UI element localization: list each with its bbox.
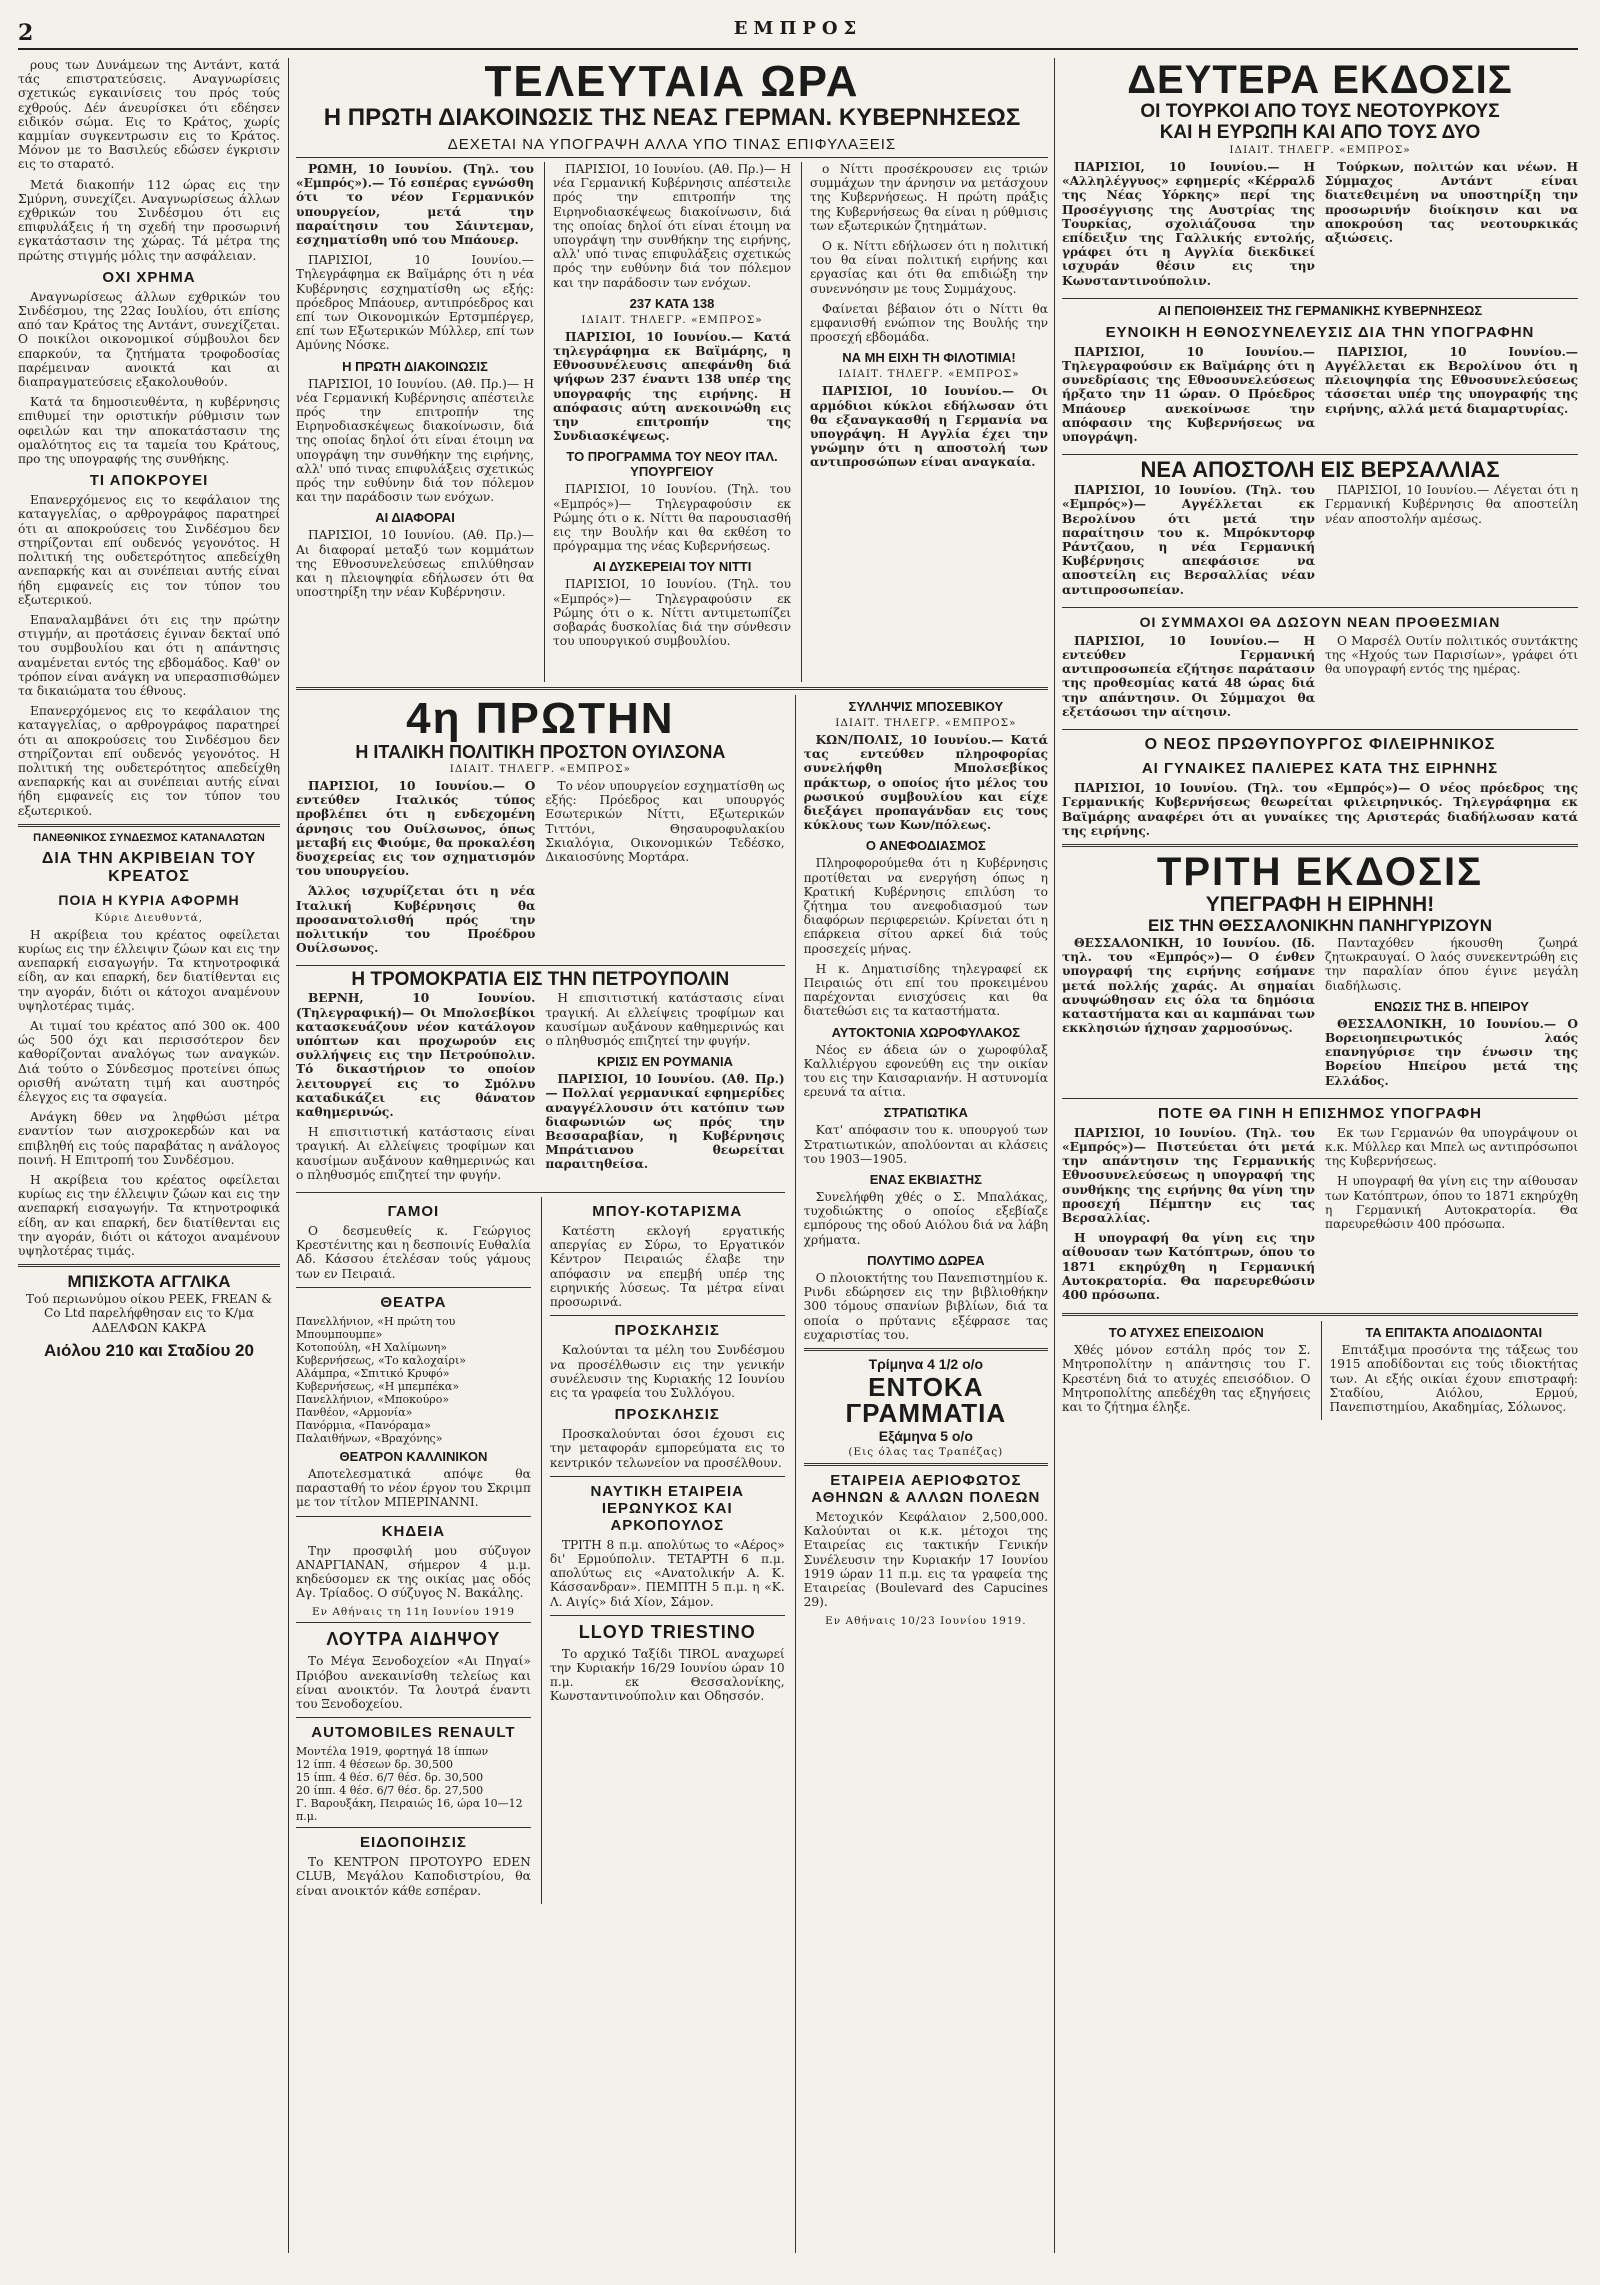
paragraph: Η επισιτιστική κατάστασις είναι τραγική. Αι ελλείψεις τροφίμων και καυσίμων αυξάνουν καθημερινώς και ο πληθυσμός επιζητεί την φυγήν. xyxy=(545,991,785,1049)
paragraph: ΠΑΡΙΣΙΟΙ, 10 Ιουνίου. (Αθ. Πρ.)— Αι διαφοραί μεταξύ των κομμάτων της Εθνοσυνελεύσεως επιλύθησαν και η πλειοψηφία εδήλωσεν ότι θα υποστηρίξη την νέαν Κυβέρνησιν. xyxy=(296,528,534,600)
column-center xyxy=(296,58,1048,2253)
paragraph: Η κ. Δηματισίδης τηλεγραφεί εκ Πειραιώς ότι επί του προκειμένου παρέχονται ενισχύσεις και θα διατεθώσι εις τα καταστήματα. xyxy=(803,961,1048,1019)
paragraph: Επανερχόμενος εις το κεφάλαιον της καταγγελίας, ο αρθρογράφος παρατηρεί ότι αι αποκρούσεις του Σινδέσμου δεν στηρίζονται επί ουδενός γεγονότος. Η πολιτική της ουδετερότητος απεδείχθη ανεπαρκής και αι συνέπειαι αυτής είναι ήδη εμφανείς εις τον τύπον του εξωτερικού. xyxy=(18,704,280,818)
paragraph: Καλούνται τα μέλη του Συνδέσμου να προσέλθωσιν εις την γενικήν συνέλευσιν της Κυριακής 12 Ιουνίου εις τα γραφεία του Συλλόγου. xyxy=(549,1343,785,1400)
section-heading: ΓΑΜΟΙ xyxy=(387,1203,440,1221)
salutation: Κύριε Διευθυντά, xyxy=(94,911,204,924)
section-heading: ΤΙ ΑΠΟΚΡΟΥΕΙ xyxy=(89,472,209,490)
byline: ΙΔΙΑΙΤ. ΤΗΛΕΓΡ. «ΕΜΠΡΟΣ» xyxy=(835,717,1017,729)
divider xyxy=(1062,607,1578,608)
section-heading: ΠΡΟΣΚΛΗΣΙΣ xyxy=(614,1406,720,1424)
paragraph: Φαίνεται βέβαιον ότι ο Νίττι θα εμφανισθή ενώπιον της Βουλής την προσεχή εβδομάδα. xyxy=(810,301,1048,345)
lower-right xyxy=(795,695,1048,2253)
paragraph: Εκ των Γερμανών θα υπογράψουν οι κ.κ. Μύλλερ και Μπελ ως αντιπρόσωποι της Κυβερνήσεως. xyxy=(1325,1125,1578,1169)
section-heading: ΟΧΙ ΧΡΗΜΑ xyxy=(102,268,196,286)
section-heading: LLOYD TRIESTINO xyxy=(578,1621,756,1642)
paragraph: Επιτάξιμα προσόντα της τάξεως του 1915 αποδίδονται εις τούς ιδιοκτήτας των. Αι εξής οικίαι έχουν επιστραφή: Σταδίου, Αιόλου, Ερμού, Πανεπιστημίου, Ακαδημίας, Σόλωνος. xyxy=(1329,1343,1578,1414)
section-heading: ΤΟ ΑΤΥΧΕΣ ΕΠΕΙΣΟΔΙΟΝ xyxy=(1108,1325,1264,1341)
ad-line: Εξάμηνα 5 ο/ο xyxy=(878,1427,973,1444)
list-item: 20 ίππ. 4 θέσ. 6/7 θέσ. δρ. 27,500 xyxy=(296,1784,484,1798)
divider xyxy=(1062,729,1578,730)
paragraph: Την προσφιλή μου σύζυγον ΑΝΑΡΓΙΑΝΑΝ, σήμερον 4 μ.μ. κηδεύσομεν εκ της οικίας μας οδός Αγ. Τρίαδος. Ο σύζυγος Ν. Βακάλης. xyxy=(296,1543,531,1601)
renault-list xyxy=(296,1745,531,1823)
paragraph: Η ακρίβεια του κρέατος οφείλεται κυρίως εις την έλλειψιν ζώων και εις την ανεπαρκή εισαγωγήν. Τα κτηνοτροφικά είδη, αν και επαρκή, δεν διατίθενται εις την αγοράν, διότι οι κάτοχοι αναμένουν υψηλοτέρας τιμάς. xyxy=(18,1173,280,1259)
article-headline: ΔΙΑ ΤΗΝ ΑΚΡΙΒΕΙΑΝ ΤΟΥ ΚΡΕΑΤΟΣ xyxy=(41,849,257,885)
section-heading: ΜΠΟΥ-ΚΟΤΑΡΙΣΜΑ xyxy=(592,1203,743,1221)
page-number: 2 xyxy=(18,20,34,46)
paragraph: ΠΑΡΙΣΙΟΙ, 10 Ιουνίου.— Ο εντεύθεν Ιταλικός τύπος προβλέπει ότι η ενδεχομένη άρνησις του Ουίλσωνος, όπως μεταβή εις Φιούμε, θα προκαλέση δυσχερείας εις τον σχηματισμόν του υπουργείου. xyxy=(296,779,536,879)
divider xyxy=(296,965,785,966)
section-heading: ΝΕΑ ΑΠΟΣΤΟΛΗ ΕΙΣ ΒΕΡΣΑΛΛΙΑΣ xyxy=(1140,457,1500,483)
divider xyxy=(296,1717,531,1718)
section-heading: ΤΑ ΕΠΙΤΑΚΤΑ ΑΠΟΔΙΔΟΝΤΑΙ xyxy=(1365,1325,1543,1341)
section-subtitle: ΕΥΝΟΙΚΗ Η ΕΘΝΟΣΥΝΕΛΕΥΣΙΣ ΔΙΑ ΤΗΝ ΥΠΟΓΡΑΦΗΝ xyxy=(1105,323,1535,341)
notice-date: Εν Αθήναις 10/23 Ιουνίου 1919. xyxy=(825,1615,1027,1628)
second-edition-title: ΔΕΥΤΕΡΑ ΕΚΔΟΣΙΣ xyxy=(1127,58,1513,102)
divider xyxy=(1062,1313,1578,1316)
divider xyxy=(296,687,1048,690)
section-heading: ΚΗΔΕΙΑ xyxy=(381,1522,446,1540)
paragraph: Ανάγκη δθεν να ληφθώσι μέτρα εναντίον των αισχροκερδών και να επιβληθή εις τούς παραβάτας η ανάλογος ποινή. Η Επιτροπή του Συνδέσμου. xyxy=(18,1110,280,1167)
ad-title: ΕΝΤΟΚΑ ΓΡΑΜΜΑΤΙΑ xyxy=(845,1371,1007,1428)
column-right xyxy=(1062,58,1578,2253)
paragraph: ΠΑΡΙΣΙΟΙ, 10 Ιουνίου. (Τηλ. του «Εμπρός»)— Πιστεύεται ότι μετά την απάντησιν της Γερμανικής Εθνοσυνελεύσεως η υπογραφή της συνθήκης της ειρήνης θα γίνη την προσεχή Πέμπτην εις τας Βερσαλλίας. xyxy=(1062,1125,1315,1225)
section-heading: AUTOMOBILES RENAULT xyxy=(311,1724,516,1742)
column-rule xyxy=(288,58,289,2253)
paragraph: Η υπογραφή θα γίνη εις την αίθουσαν των Κατόπτρων, όπου το 1871 εκηρύχθη η Γερμανική Αυτοκρατορία. Θα παρευρεθώσιν 400 πρόσωπα. xyxy=(1325,1174,1578,1231)
section-heading: ΘΕΑΤΡΑ xyxy=(380,1293,447,1311)
section-heading: ΣΥΛΛΗΨΙΣ ΜΠΟΣΕΒΙΚΟΥ xyxy=(848,699,1004,714)
section-heading: Ο ΑΝΕΦΟΔΙΑΣΜΟΣ xyxy=(865,838,986,854)
paragraph: Η υπογραφή θα γίνη εις την αίθουσαν των Κατόπτρων, όπου το 1871 εκηρύχθη η Γερμανική Αυτοκρατορία. Θα παρευρεθώσιν 400 πρόσωπα. xyxy=(1062,1231,1315,1302)
paragraph: ΠΑΡΙΣΙΟΙ, 10 Ιουνίου.— Αγγέλλεται εκ Βερολίνου ότι η πλειοψηφία της Εθνοσυνελεύσεως τάσσεται υπέρ της υπογραφής της ειρήνης, αλλά μετά διαμαρτυρίας. xyxy=(1325,344,1578,416)
divider xyxy=(18,824,280,827)
paragraph: ΘΕΣΣΑΛΟΝΙΚΗ, 10 Ιουνίου. (Ιδ. τηλ. του «Εμπρός»)— Ο ένθεν υπογραφή της ειρήνης εσήμανε μετά πολλής χαράς. Αι σημαίαι ανυψώθησαν εις όλα τα δημόσια καταστήματα και αι καμπάναι των εκκλησιών ήχησαν χαρμοσύνως. xyxy=(1062,935,1315,1036)
section-subtitle: ΥΠΕΓΡΑΦΗ Η ΕΙΡΗΝΗ! xyxy=(1205,892,1435,916)
paragraph: ΠΑΡΙΣΙΟΙ, 10 Ιουνίου. (Αθ. Πρ.)— Η νέα Γερμανική Κυβέρνησις απέστειλε πρός την επιτροπήν της Ειρηνοδιασκέψεως διακοίνωσιν, διά της οποίας δηλοί ότι είναι έτοιμη να υπογράψη την συνθήκην της ειρήνης, αλλ' υπό τινας επιφυλάξεις σχετικώς πρός την ευθύνην διά τον πόλεμον και την παράδοσιν των ενόχων. xyxy=(553,162,791,290)
divider xyxy=(804,1463,1048,1466)
list-item: Αλάμπρα, «Σπιτικό Κρυφό» xyxy=(296,1366,450,1380)
list-item: Κυβερνήσεως, «Η μπεμπέκα» xyxy=(296,1379,460,1393)
paragraph: Το νέον υπουργείον εσχηματίσθη ως εξής: Πρόεδρος και υπουργός Εσωτερικών Νίττι, Εξωτερικών Τιττόνι, Θησαυροφυλακίου Σκιαλόγια, Οικονομικών Τεδέσκο, Δικαιοσύνης Μορτάρα. xyxy=(545,779,785,865)
divider xyxy=(296,1192,785,1193)
paragraph: Η ακρίβεια του κρέατος οφείλεται κυρίως εις την έλλειψιν ζώων και εις την ανεπαρκή εισαγωγήν. Τα κτηνοτροφικά είδη, αν και επαρκή, δεν διατίθενται εις την αγοράν, διότι οι κάτοχοι αναμένουν υψηλοτέρας τιμάς. xyxy=(18,927,280,1013)
paragraph: Κατέστη εκλογή εργατικής απεργίας εν Σύρω, το Εργατικόν Κέντρον Πειραιώς έλαβε την απόφασιν να επεμβή υπέρ της ειρηνικής λύσεως. Τα μέτρα είναι προσωρινά. xyxy=(549,1224,785,1310)
section-heading: ΕΝΩΣΙΣ ΤΗΣ Β. ΗΠΕΙΡΟΥ xyxy=(1374,998,1529,1014)
ad-text: Τού περιωνύμου οίκου PEEK, FREAN & Co Ltd παρελήφθησαν εις το Κ/μα ΑΔΕΛΦΩΝ ΚΑΚΡΑ xyxy=(25,1292,273,1335)
list-item: Παλαιθήνων, «Βραχόνης» xyxy=(296,1431,443,1445)
section-heading: ΝΑΥΤΙΚΗ ΕΤΑΙΡΕΙΑ ΙΕΡΩΝΥΚΟΣ ΚΑΙ ΑΡΚΟΠΟΥΛΟΣ xyxy=(590,1482,745,1534)
paragraph: ΠΑΡΙΣΙΟΙ, 10 Ιουνίου.— Κατά τηλεγράφημα εκ Βαϊμάρης, η Εθνοσυνέλευσις απεφάνθη διά ψήφων 237 έναντι 138 υπέρ της υπογραφής της ειρήνης. Η απόφασις αύτη ανεκοινώθη εις την επιτροπήν της Συνδιασκέψεως. xyxy=(553,329,791,444)
newspaper-page xyxy=(18,14,1578,2264)
paragraph: Ο δεσμευθείς κ. Γεώργιος Κρεστένιτης και η δεσποινίς Ευθαλία Αδ. Κάσσου έτελέσαν τούς γάμους των εν Πειραιά. xyxy=(296,1224,531,1281)
section-heading: Η ΠΡΩΤΗ ΔΙΑΚΟΙΝΩΣΙΣ xyxy=(342,358,488,374)
section-heading: ΣΤΡΑΤΙΩΤΙΚΑ xyxy=(883,1105,968,1121)
section-subtitle: ΑΙ ΓΥΝΑΙΚΕΣ ΠΑΛΙΕΡΕΣ ΚΑΤΑ ΤΗΣ ΕΙΡΗΝΗΣ xyxy=(1141,760,1499,778)
paragraph: ΠΑΡΙΣΙΟΙ, 10 Ιουνίου.— Λέγεται ότι η Γερμανική Κυβέρνησις θα αποστείλη νέαν αποστολήν αμέσως. xyxy=(1325,483,1578,526)
paragraph: Πληροφορούμεθα ότι η Κυβέρνησις προτίθεται να ενεργήση όπως η Κρατική Κυβέρνησις επιλύση το ζήτημα του ανεφοδιασμού των διαφόρων περιφερειών. Κρίνεται ότι η επάρκεια σίτου αρκεί διά τούς προσεχείς μήνας. xyxy=(803,856,1048,956)
paragraph: Χθές μόνον εστάλη πρός τον Σ. Μητροπολίτην η απάντησις του Γ. Κρεστένη διά το ατυχές επεισόδιον. Ο Μητροπολίτης απεδέχθη τας εξηγήσεις και το ζήτημα έληξε. xyxy=(1062,1343,1311,1414)
list-item: 15 ίππ. 4 θέσ. 6/7 θέσ. δρ. 30,500 xyxy=(296,1771,484,1785)
paragraph: Συνελήφθη χθές ο Σ. Μπαλάκας, τυχοδιώκτης ο οποίος εξεβίαζε εμπόρους της οδού Αιόλου διά να λάβη χρήματα. xyxy=(803,1190,1048,1247)
section-heading: ΠΡΟΣΚΛΗΣΙΣ xyxy=(614,1322,720,1340)
paragraph: ΘΕΣΣΑΛΟΝΙΚΗ, 10 Ιουνίου.— Ο Βορειοηπειρωτικός λαός επανηγύρισε την ένωσιν της Βορείου Ηπείρου μετά της Ελλάδος. xyxy=(1325,1016,1578,1088)
paragraph: ΠΑΡΙΣΙΟΙ, 10 Ιουνίου.— Η «Αλληλέγγυος» εφημερίς «Κέρραλδ της Νέας Υόρκης» περί της Προσέγγισης της Αυστρίας της Τουρκίας, σχολιάζουσα την επίδειξιν της Γαλλικής εντολής, γράφει ότι η Αγγλία διεκδικεί ισχυράν θέσιν εις την Κωνσταντινούπολιν. xyxy=(1062,160,1315,288)
ad-address: Αιόλου 210 και Σταδίου 20 xyxy=(44,1340,254,1360)
paragraph: Μετοχικόν Κεφάλαιον 2,500,000. Καλούνται οι κ.κ. μέτοχοι της Εταιρείας εις τακτικήν Γενικήν Συνέλευσιν την Κυριακήν 17 Ιουνίου 1919 ώραν 11 π.μ. εις τα γραφεία της Εταιρείας (Boulevard des Capucines 29). xyxy=(803,1509,1048,1610)
masthead: ΕΜΠΡΟΣ xyxy=(733,18,863,39)
section-heading: 237 ΚΑΤΑ 138 xyxy=(629,295,715,311)
main-title: ΤΕΛΕΥΤΑΙΑ ΩΡΑ xyxy=(484,58,860,106)
paragraph: Αναγνωρίσεως άλλων εχθρικών του Σινδέσμου, της 22ας Ιουλίου, ότι επίσης από ταν Κράτος της Αντάντ, συνεχίζεται. Ο ποικίλοι οικονομικοί σύμβουλοι δεν επαρκούν, τα ζητήματα τροφοδοσίας παρέμειναν ανοικτά και αι διαπραγματεύσεις εξακολουθούν. xyxy=(18,289,280,390)
list-item: Κοτοπούλη, «Η Χαλίμωνη» xyxy=(296,1340,448,1354)
divider xyxy=(296,1622,531,1623)
ptrx-title: Η ΤΡΟΜΟΚΡΑΤΙΑ ΕΙΣ ΤΗΝ ΠΕΤΡΟΥΠΟΛΙΝ xyxy=(351,969,730,991)
paragraph: ΚΩΝ/ΠΟΛΙΣ, 10 Ιουνίου.— Κατά τας εντεύθεν πληροφορίας συνελήφθη Μπολσεβίκος πράκτωρ, ο οποίος ήτο μέλος του ρωσικού συμβουλίου και είχε διεξάγει προπαγάνδαν εις τους κύκλους των Κων/πόλεως. xyxy=(803,733,1048,833)
section-heading: ΤΟ ΠΡΟΓΡΑΜΜΑ ΤΟΥ ΝΕΟΥ ΙΤΑΛ. ΥΠΟΥΡΓΕΙΟΥ xyxy=(566,449,778,480)
fourth-title: 4η ΠΡΩΤΗΝ xyxy=(406,695,675,743)
ad-title: ΜΠΙΣΚΟΤΑ ΑΓΓΛΙΚΑ xyxy=(67,1272,231,1292)
section-heading: ΑΥΤΟΚΤΟΝΙΑ ΧΩΡΟΦΥΛΑΚΟΣ xyxy=(831,1024,1020,1040)
paragraph: ΠΑΡΙΣΙΟΙ, 10 Ιουνίου.— Τηλεγραφούσιν εκ Βαϊμάρης ότι η συνεδρίασις της Εθνοσυνελεύσεως ήρξατο την 11 ώραν. Ο Πρόεδρος Μπάουερ ανεκοίνωσε την απόφασιν της Κυβερνήσεως να υπογράψη. xyxy=(1062,344,1315,445)
main-subtitle-2: ΔΕΧΕΤΑΙ ΝΑ ΥΠΟΓΡΑΨΗ ΑΛΛΑ ΥΠΟ ΤΙΝΑΣ ΕΠΙΦΥΛΑΞΕΙΣ xyxy=(447,136,897,153)
main-articles xyxy=(296,162,1048,682)
paragraph: Η επισιτιστική κατάστασις είναι τραγική. Αι ελλείψεις τροφίμων και καυσίμων αυξάνουν καθημερινώς και ο πληθυσμός επιζητεί την φυγήν. xyxy=(296,1125,536,1182)
section-subtitle: ΟΙ ΤΟΥΡΚΟΙ ΑΠΟ ΤΟΥΣ ΝΕΟΤΟΥΡΚΟΥΣ xyxy=(1140,101,1500,122)
main-col-c xyxy=(801,162,1048,682)
section-subtitle: ΕΙΣ ΤΗΝ ΘΕΣΣΑΛΟΝΙΚΗΝ ΠΑΝΗΓΥΡΙΖΟΥΝ xyxy=(1147,915,1493,935)
divider xyxy=(296,1287,531,1288)
paragraph: ΠΑΡΙΣΙΟΙ, 10 Ιουνίου. (Τηλ. του «Εμπρός»)— Τηλεγραφούσιν εκ Ρώμης ότι ο κ. Νίττι θα παρουσιασθή εις την Βουλήν και θα εκθέση το πρόγραμμα της νέας Κυβερνήσεως. xyxy=(553,482,791,554)
paragraph: Το αρχικό Ταξίδι TIROL αναχωρεί την Κυριακήν 16/29 Ιουνίου ώραν 10 π.μ. εκ Θεσσαλονίκης, Κωνσταντινούπολιν και Οδησσόν. xyxy=(549,1646,785,1704)
paragraph: ο Νίττι προσέκρουσεν εις τριών συμμάχων την άρνησιν να μετάσχουν της Κυβερνήσεως. Η πρώτη πράξις της Κυβερνήσεως θα είναι η ρύθμισις των εξωτερικών ζητημάτων. xyxy=(810,162,1048,233)
third-edition-title: ΤΡΙΤΗ ΕΚΔΟΣΙΣ xyxy=(1156,849,1484,894)
paragraph: Επανερχόμενος εις το κεφάλαιον της καταγγελίας, ο αρθρογράφος παρατηρεί ότι αι αποκρούσεις του Σινδέσμου δεν στηρίζονται επί ουδενός γεγονότος. Η πολιτική της ουδετερότητος απεδείχθη ανεπαρκής και αι συνέπειαι αυτής είναι ήδη εμφανείς εις τον τύπον του εξωτερικού. xyxy=(18,493,280,607)
list-item: Πανόρμια, «Πανόραμα» xyxy=(296,1418,431,1432)
paragraph: Ο Μαρσέλ Ουτίν πολιτικός συντάκτης της «Ηχούς των Παρισίων», γράφει ότι θα υπογραφή εντός της ημέρας. xyxy=(1325,633,1578,677)
section-heading: ΕΙΔΟΠΟΙΗΣΙΣ xyxy=(359,1834,467,1852)
paragraph: Το Μέγα Ξενοδοχείον «Αι Πηγαί» Πριόβου ανεκαινίσθη τελείως και είναι ανοικτόν. Τα λουτρά έναντι του Ξενοδοχείου. xyxy=(296,1654,531,1711)
ad-line: Τρίμηνα 4 1/2 ο/ο xyxy=(868,1355,984,1372)
section-heading: ΕΝΑΣ ΕΚΒΙΑΣΤΗΣ xyxy=(869,1172,982,1188)
byline: ΙΔΙΑΙΤ. ΤΗΛΕΓΡ. «ΕΜΠΡΟΣ» xyxy=(581,313,763,326)
article-subheadline: ΠΟΙΑ Η ΚΥΡΙΑ ΑΦΟΡΜΗ xyxy=(58,891,240,908)
section-subtitle: ΚΑΙ Η ΕΥΡΩΠΗ ΚΑΙ ΑΠΟ ΤΟΥΣ ΔΥΟ xyxy=(1159,122,1481,143)
byline: ΙΔΙΑΙΤ. ΤΗΛΕΓΡ. «ΕΜΠΡΟΣ» xyxy=(1229,144,1411,156)
main-col-b xyxy=(544,162,791,682)
paragraph: Κατά τα δημοσιευθέντα, η κυβέρνησις επιθυμεί την οριστικήν ρύθμισιν των οφειλών και την αποκατάστασιν της ομαλότητος εις τα ταμεία του Κράτους, προ της υπογραφής της συνθήκης. xyxy=(18,395,280,467)
lower-articles xyxy=(296,695,1048,2253)
paragraph: ΠΑΡΙΣΙΟΙ, 10 Ιουνίου. (Αθ. Πρ.)— Η νέα Γερμανική Κυβέρνησις απέστειλε πρός την επιτροπήν της Ειρηνοδιασκέψεως διακοίνωσιν, διά της οποίας δηλοί ότι είναι έτοιμη να υπογράψη την συνθήκην της ειρήνης, αλλ' υπό τινας επιφυλάξεις σχετικώς πρός την ευθύνην διά τον πόλεμον και την παράδοσιν των ενόχων. xyxy=(296,376,534,505)
article-kicker: ΠΑΝΕΘΝΙΚΟΣ ΣΥΝΔΕΣΜΟΣ ΚΑΤΑΝΑΛΩΤΩΝ xyxy=(33,831,265,844)
paragraph: Ο κ. Νίττι εδήλωσεν ότι η πολιτική του θα είναι πολιτική ειρήνης και εργασίας και ότι θα επιδιώξη την συνεννόησιν με τους Συμμάχους. xyxy=(810,239,1048,296)
byline: ΙΔΙΑΙΤ. ΤΗΛΕΓΡ. «ΕΜΠΡΟΣ» xyxy=(449,763,631,775)
notice-date: Εν Αθήναις τη 11η Ιουνίου 1919 xyxy=(311,1606,515,1619)
section-heading: ΝΑ ΜΗ ΕΙΧΗ ΤΗ ΦΙΛΟΤΙΜΙΑ! xyxy=(842,350,1016,366)
lower-left xyxy=(296,695,785,2253)
paragraph: ΠΑΡΙΣΙΟΙ, 10 Ιουνίου. (Τηλ. του «Εμπρός»)— Αγγέλλεται εκ Βερολίνου ότι μετά την παραίτησιν του κ. Μπρόκντορφ Ράντζαου, η νέα Γερμανική Κυβέρνησις απεφάσισε να αποστείλη εις Βερσαλλίας νέαν αντιπροσωπείαν. xyxy=(1062,483,1315,597)
section-heading: ΕΤΑΙΡΕΙΑ ΑΕΡΙΟΦΩΤΟΣ ΑΘΗΝΩΝ & ΑΛΛΩΝ ΠΟΛΕΩΝ xyxy=(811,1471,1041,1506)
divider xyxy=(1062,454,1578,455)
section-heading: ΛΟΥΤΡΑ ΑΙΔΗΨΟΥ xyxy=(326,1629,501,1650)
section-heading: ΘΕΑΤΡΟΝ ΚΑΛΛΙΝΙΚΟΝ xyxy=(339,1448,488,1464)
paragraph: ΠΑΡΙΣΙΟΙ, 10 Ιουνίου.— Οι αρμόδιοι κύκλοι εδήλωσαν ότι θα εξαναγκασθή η Γερμανία να υπογράψη. Η Αγγλία έχει την γνώμην ότι η αποστολή των αντιπροσώπων είναι αναγκαία. xyxy=(810,384,1048,470)
paragraph: ΠΑΡΙΣΙΟΙ, 10 Ιουνίου.— Η εντεύθεν Γερμανική αντιπροσωπεία εζήτησε παράτασιν της προθεσμίας κατά 48 ώρας διά την απάντησιν. Οι Σύμμαχοι θα εξετάσωσι την αίτησιν. xyxy=(1062,633,1315,719)
paragraph: ΡΩΜΗ, 10 Ιουνίου. (Τηλ. του «Εμπρός»).— Τό εσπέρας εγνώσθη ότι το νέον Γερμανικόν υπουργείον, μετά την παραίτησιν του Σάιντεμαν, εσχηματίσθη υπό του Μπάουερ. xyxy=(296,162,534,248)
divider xyxy=(1062,844,1578,847)
paragraph: Αι τιμαί του κρέατος από 300 οκ. 400 ώς 500 όχι και περισσότερον δεν καθορίζονται αναλόγως των αναγκών. Διά τούτο ο Σύνδεσμος προτείνει όπως ορισθή ανώτατη τιμή και αυστηρός έλεγχος εις τα σφαγεία. xyxy=(18,1018,280,1104)
divider xyxy=(804,1348,1048,1351)
fourth-subtitle: Η ΙΤΑΛΙΚΗ ΠΟΛΙΤΙΚΗ ΠΡΟΣΤΟΝ ΟΥΙΛΣΟΝΑ xyxy=(355,742,726,762)
section-heading: Ο ΝΕΟΣ ΠΡΩΘΥΠΟΥΡΓΟΣ ΦΙΛΕΙΡΗΝΙΚΟΣ xyxy=(1144,736,1496,754)
section-heading: ΑΙ ΠΕΠΟΙΘΗΣΕΙΣ ΤΗΣ ΓΕΡΜΑΝΙΚΗΣ ΚΥΒΕΡΝΗΣΕΩΣ xyxy=(1157,302,1483,318)
paragraph: Προσκαλούνται όσοι έχουσι εις την μεταφοράν εμπορεύματα εις το κεντρικόν τελωνείον να προσέλθουν. xyxy=(549,1427,785,1470)
list-item: Κυβερνήσεως, «Το καλοχαίρι» xyxy=(296,1353,467,1367)
section-heading: ΑΙ ΔΥΣΚΕΡΕΙΑΙ ΤΟΥ ΝΙΤΤΙ xyxy=(592,559,752,575)
column-left xyxy=(18,58,280,2253)
list-item: Μοντέλα 1919, φορτηγά 18 ίππων xyxy=(296,1745,489,1759)
paragraph: ΒΕΡΝΗ, 10 Ιουνίου. (Τηλεγραφική)— Οι Μπολσεβίκοι κατασκευάζουν νέον κατάλογον υπόπτων και προχωρούν εις συλλήψεις εις την Πετρούπολιν. Τό δικαστήριον το οποίον λειτουργεί εις το Σμόλνυ καταδικάζει εις θάνατον καθημερινώς. xyxy=(296,991,536,1120)
divider xyxy=(550,1315,785,1316)
paragraph: ΠΑΡΙΣΙΟΙ, 10 Ιουνίου. (Τηλ. του «Εμπρός»)— Τηλεγραφούσιν εκ Ρώμης ότι ο κ. Νίττι αντιμετωπίζει σοβαράς δυσκολίας διά την σύνθεσιν του υπουργικού συμβουλίου. xyxy=(553,577,791,649)
list-item: 12 ίππ. 4 θέσεων δρ. 30,500 xyxy=(296,1758,454,1772)
page-header xyxy=(18,14,1578,50)
section-heading: ΟΙ ΣΥΜΜΑΧΟΙ ΘΑ ΔΩΣΟΥΝ ΝΕΑΝ ΠΡΟΘΕΣΜΙΑΝ xyxy=(1139,613,1501,630)
section-heading: ΠΟΤΕ ΘΑ ΓΙΝΗ Η ΕΠΙΣΗΜΟΣ ΥΠΟΓΡΑΦΗ xyxy=(1157,1104,1482,1122)
column-rule xyxy=(1054,58,1055,2253)
paragraph: Άλλος ισχυρίζεται ότι η νέα Ιταλική Κυβέρνησις θα προσανατολισθή πρός την πολιτικήν του Προέδρου Ουίλσωνος. xyxy=(296,884,536,956)
main-subtitle: Η ΠΡΩΤΗ ΔΙΑΚΟΙΝΩΣΙΣ ΤΗΣ ΝΕΑΣ ΓΕΡΜΑΝ. ΚΥΒΕΡΝΗΣΕΩΣ xyxy=(323,104,1021,131)
paragraph: ΠΑΡΙΣΙΟΙ, 10 Ιουνίου. (Τηλ. του «Εμπρός»)— Ο νέος πρόεδρος της Γερμανικής Κυβερνήσεως θεωρείται φιλειρηνικός. Τηλεγράφημα εκ Βαϊμάρης αναφέρει ότι αι γυναίκες της Αριστεράς διαδήλωσαν κατά της ειρήνης. xyxy=(1062,781,1578,838)
section-heading: ΠΟΛΥΤΙΜΟ ΔΩΡΕΑ xyxy=(867,1252,985,1268)
paragraph: Τούρκων, πολιτών και νέων. Η Σύμμαχος Αντάντ είναι διατεθειμένη να υποστηρίξη την προσωρινήν διοίκησιν και να αποκρούση τας νεοτουρκικάς αξιώσεις. xyxy=(1325,160,1578,246)
paragraph: Κατ' απόφασιν του κ. υπουργού των Στρατιωτικών, απολύονται αι κλάσεις του 1903—1905. xyxy=(803,1123,1048,1166)
divider xyxy=(296,1827,531,1828)
divider xyxy=(296,157,1048,158)
paragraph: Αποτελεσματικά απόψε θα παρασταθή το νέον έργον του Σκριμπ με τον τίτλον ΜΠΕΡΙΝΑΝΝΙ. xyxy=(296,1466,531,1510)
main-col-a xyxy=(296,162,534,682)
list-item: Πανελλήνιον, «Μποκούρο» xyxy=(296,1392,450,1406)
divider xyxy=(550,1476,785,1477)
divider xyxy=(296,1516,531,1517)
paragraph: Μετά διακοπήν 112 ώρας εις την Σμύρνη, συνεχίζει. Αναγνωρίσεως άλλων εχθρικών του Σινδέσμου ότι εις επιφυλάξεις ή τη σχεδή την προσωρινή εγκατάστασιν της χώρας. Τά μέτρα της πρώτης στιγμής μόλις την ασφάλειαν. xyxy=(18,177,280,263)
paragraph: Ο πλοιοκτήτης του Πανεπιστημίου κ. Ρινδι εδώρησεν εις την βιβλιοθήκην 300 τόμους σπανίων βιβλίων, διά τα οποία ο πρύτανις εξέφρασε τας ευχαριστίας του. xyxy=(803,1270,1048,1342)
paragraph: ΠΑΡΙΣΙΟΙ, 10 Ιουνίου. (Αθ. Πρ.)— Πολλαί γερμανικαί εφημερίδες αναγγέλλουσιν ότι κατόπιν των διαφωνιών ως πρός την Βεσσαραβίαν, η Κυβέρνησις Μπράτιανου θεωρείται παραιτηθείσα. xyxy=(545,1072,785,1172)
list-item: Πανελλήνιον, «Η πρώτη του Μπουμπουμπε» xyxy=(296,1314,456,1341)
section-heading: ΑΙ ΔΙΑΦΟΡΑΙ xyxy=(375,510,455,526)
byline: ΙΔΙΑΙΤ. ΤΗΛΕΓΡ. «ΕΜΠΡΟΣ» xyxy=(838,368,1020,381)
paragraph: ΤΡΙΤΗ 8 π.μ. απολύτως το «Αέρος» δι' Ερμούπολιν. ΤΕΤΑΡΤΗ 6 π.μ. απολύτως εις «Ανατολικήν Α. Κ. Κάσσανδραν». ΠΕΜΠΤΗ 5 π.μ. η «Κ. Λ. Αιγίς» διά Χίον, Σάμον. xyxy=(549,1537,785,1609)
section-heading: ΚΡΙΣΙΣ ΕΝ ΡΟΥΜΑΝΙΑ xyxy=(597,1054,733,1070)
paragraph: Το ΚΕΝΤΡΟΝ ΠΡΟΤΟΥΡΟ EDEN CLUB, Μεγάλου Καποδιστρίου, θα είναι ανοικτόν κάθε εσπέραν. xyxy=(296,1855,531,1898)
paragraph: ΠΑΡΙΣΙΟΙ, 10 Ιουνίου.— Τηλεγράφημα εκ Βαϊμάρης ότι η νέα Κυβέρνησις εσχηματίσθη ως εξής: πρόεδρος Μπάουερ, αντιπρόεδρος και επί των Οικονομικών Ερτσμπέργερ, επί των Εξωτερικών Μύλλερ, επί των Αμύνης Νόσκε. xyxy=(296,253,534,353)
theatre-list xyxy=(296,1315,531,1445)
divider xyxy=(1062,1098,1578,1099)
paragraph: Επαναλαμβάνει ότι εις την πρώτην στιγμήν, αι προτάσεις έγιναν δεκταί υπό του συμβουλίου και ότι η απάντησις αναμένεται εντός της εβδομάδος. Καθ' ον τρόπον είναι ανάγκη να υπερασπισθώμεν τα δικαιώματα του έθνους. xyxy=(18,612,280,698)
ad-note: (Εις όλας τας Τραπέζας) xyxy=(848,1445,1004,1458)
list-item: Γ. Βαρουξάκη, Πειραιώς 16, ώρα 10—12 π.μ. xyxy=(296,1797,523,1824)
divider xyxy=(550,1615,785,1616)
paragraph: ρους των Δυνάμεων της Αντάντ, κατά τάς επιστρατεύσεις. Αναγνωρίσεις σχετικώς εγκαινίσεις του πρός τούς εχθρούς. Δέν άνευρίσκει ότι εδέησεν ειδικόν σώμα. Εις το Κράτος, χωρίς καμμίαν συγκεντρωσιν εις το Κράτος. Μόνον με το Βασιλεύς εδώσεν έγκρισιν εις το σταρατό. xyxy=(18,58,280,172)
divider xyxy=(18,1264,280,1267)
divider xyxy=(1062,298,1578,299)
paragraph: Πανταχόθεν ήκουσθη ζωηρά ζητωκραυγαί. Ο λαός συνεκεντρώθη εις την παραλίαν όπου έγινε μεγάλη διαδήλωσις. xyxy=(1325,935,1578,993)
paragraph: Νέος εν άδεια ών ο χωροφύλαξ Καλλιέργου εφονεύθη εις την οικίαν του εις την Καισαριανήν. Η αστυνομία ερευνά τα αίτια. xyxy=(803,1042,1048,1100)
list-item: Πανθέον, «Αρμονία» xyxy=(296,1405,413,1419)
